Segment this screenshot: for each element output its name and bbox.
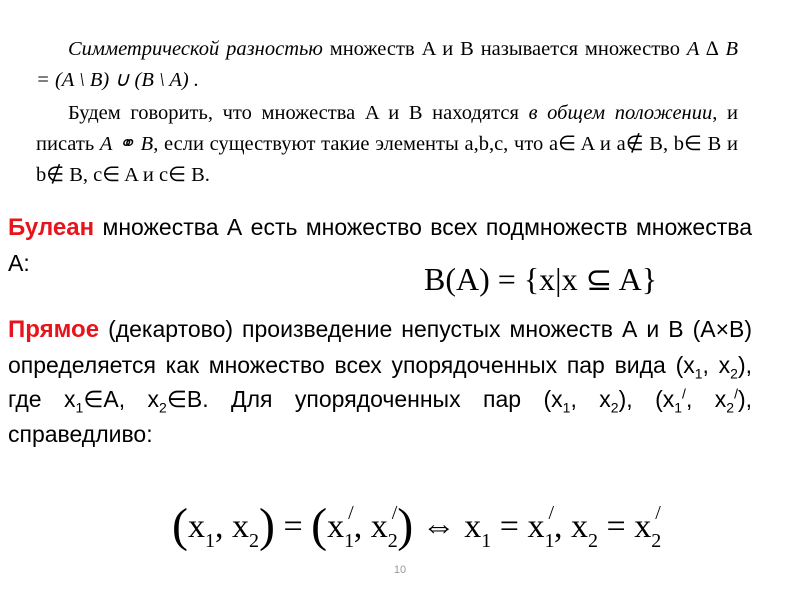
- formula-x: x: [634, 508, 652, 545]
- dp-text-3: ), где x: [8, 351, 752, 412]
- direct-product-paragraph: [8, 312, 752, 451]
- formula-equals: =: [283, 508, 303, 545]
- dp-sub: 2: [159, 399, 167, 416]
- formula-comma: ,: [554, 508, 563, 545]
- general-position-term: в общем положении: [528, 102, 713, 124]
- boolean-formula: B(A) = {x|x ⊆ A}: [424, 261, 658, 297]
- dp-prime: /: [682, 385, 686, 402]
- general-position-intro: Будем говорить, что множества A и B находятся: [68, 102, 519, 124]
- dp-text-5: ∈B. Для упорядоченных пар (x: [166, 386, 563, 412]
- dp-sub: 2: [730, 365, 738, 382]
- formula-x: x: [527, 508, 545, 545]
- dp-text-2: , x: [702, 351, 731, 378]
- dp-text-4: ∈A, x: [83, 386, 160, 412]
- formula-comma: ,: [214, 508, 224, 545]
- formula-prime: /: [655, 502, 661, 524]
- general-position-mid: , и писать: [36, 102, 738, 155]
- formula-sub: 1: [544, 530, 555, 552]
- dp-prime: /: [734, 385, 738, 402]
- formula-x: x: [327, 508, 345, 545]
- formula-rparen: ): [397, 499, 414, 552]
- formula-sub: 2: [588, 530, 598, 552]
- formula-prime: /: [348, 502, 354, 524]
- formula-comma: ,: [353, 508, 363, 545]
- boolean-title: Булеан: [8, 214, 95, 241]
- dp-sub: 1: [75, 399, 84, 416]
- dp-sub: 1: [674, 399, 683, 416]
- dp-text-6: ), (x: [618, 386, 675, 412]
- formula-equals: =: [606, 508, 626, 545]
- symmetric-difference-term: Симметрической разностью: [68, 38, 323, 60]
- formula-x: x: [370, 508, 388, 545]
- page-number: 10: [393, 564, 407, 576]
- formula-sub: 2: [651, 530, 662, 552]
- general-position-paragraph: [36, 98, 738, 191]
- formula-rparen: ): [258, 499, 275, 552]
- formula-sub: 2: [248, 530, 259, 552]
- symmetric-difference-formula: A ∆ B = (A \ B) ∪ (B \ A) .: [36, 38, 738, 91]
- formula-prime: /: [548, 502, 554, 524]
- pair-equality-formula: [172, 498, 661, 553]
- dp-sub: 1: [562, 399, 571, 416]
- dp-sub: 2: [610, 399, 619, 416]
- dp-text-2c: , x: [685, 386, 727, 412]
- formula-sub: 1: [204, 530, 215, 552]
- symmetric-difference-paragraph: [36, 34, 738, 96]
- formula-lparen: (: [311, 499, 328, 552]
- formula-x: x: [231, 508, 249, 545]
- formula-equals: =: [499, 508, 519, 545]
- formula-prime: /: [391, 502, 398, 524]
- formula-lparen: (: [172, 499, 188, 552]
- general-position-symbol: A ⚭ B: [99, 133, 154, 155]
- direct-product-title: Прямое: [8, 316, 100, 343]
- formula-sub: 1: [481, 530, 492, 552]
- dp-text-7: ), справедливо:: [8, 386, 753, 447]
- formula-sub: 2: [387, 530, 398, 552]
- dp-sub: 1: [694, 365, 703, 382]
- general-position-condition: , если существуют такие элементы a,b,c, что a∈ A и a∉ B, b∈ B и b∉ B, c∈ A и c∈ B.: [36, 133, 739, 186]
- boolean-text: множества А есть множество всех подмножеств множества А:: [8, 214, 752, 276]
- dp-text-2b: , x: [570, 386, 611, 412]
- symmetric-difference-text: множеств A и B называется множество: [329, 38, 680, 60]
- formula-x: x: [464, 508, 482, 545]
- dp-text-1: (декартово) произведение непустых множеств А и В (А×В) определяется как множество всех упорядоченных пар вида (x: [8, 316, 753, 378]
- dp-sub: 2: [726, 399, 735, 416]
- formula-x: x: [571, 508, 588, 545]
- formula-x: x: [187, 508, 205, 545]
- formula-sub: 1: [344, 530, 355, 552]
- formula-iff: ⇔: [421, 508, 456, 545]
